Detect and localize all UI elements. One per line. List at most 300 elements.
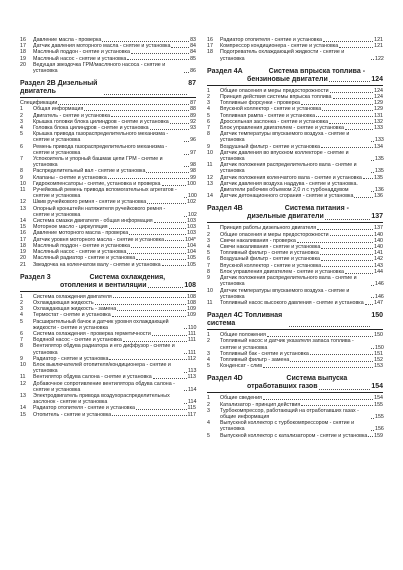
entry-title: Электродвигатель привода воздухораспределительных заслонок - снятие и установка bbox=[33, 392, 170, 406]
section-label: Раздел 4D bbox=[207, 375, 243, 383]
entry-number: 13 bbox=[20, 392, 26, 399]
entry-title: Датчик положения коленчатого вала - снятие и установка bbox=[220, 174, 362, 181]
entry-body bbox=[220, 338, 383, 350]
dot-leader bbox=[102, 41, 189, 42]
entry-number: 7 bbox=[20, 156, 23, 163]
entry-number: 5 bbox=[207, 250, 210, 257]
entry-number: 12 bbox=[20, 380, 26, 387]
entry-number: 6 bbox=[207, 256, 210, 263]
toc-entry bbox=[20, 381, 196, 393]
entry-title: Ремень привода газораспределительного механизма - снятие и установка bbox=[33, 143, 168, 156]
entry-page: 85 bbox=[190, 55, 196, 62]
entry-page: 97 bbox=[190, 149, 196, 156]
entry-title: Отопитель - снятие и установка bbox=[33, 411, 112, 418]
toc-entry bbox=[20, 319, 196, 331]
section-page: 137 bbox=[371, 213, 383, 221]
entry-body bbox=[220, 408, 383, 420]
dot-leader bbox=[136, 259, 186, 260]
entry-title: Топливная рампа - снятие и установка bbox=[220, 112, 316, 119]
entry-title: Общая информация bbox=[33, 106, 84, 113]
entry-number: 8 bbox=[207, 131, 210, 138]
entry-page: 155 bbox=[375, 413, 384, 420]
section-gap bbox=[20, 74, 196, 77]
entry-page: 102 bbox=[188, 211, 197, 218]
entry-number: 7 bbox=[20, 337, 23, 344]
dot-leader bbox=[345, 129, 373, 130]
entry-number: 10 bbox=[20, 361, 26, 368]
section-heading bbox=[207, 205, 383, 223]
entry-number: 18 bbox=[20, 242, 26, 249]
entry-title: Впускной коллектор - снятие и установка bbox=[220, 262, 322, 269]
dot-leader bbox=[371, 59, 374, 60]
entry-page: 111 bbox=[187, 330, 196, 337]
entry-page: 100 bbox=[187, 180, 196, 187]
entry-page: 103 bbox=[187, 224, 196, 231]
entry-title: Звездочка на коленчатом валу - снятие и установка bbox=[33, 261, 161, 268]
dot-leader bbox=[184, 372, 187, 373]
entry-page: 150 bbox=[374, 332, 383, 339]
entry-number: 15 bbox=[20, 224, 26, 231]
entry-page: 154 bbox=[374, 395, 383, 402]
section-gap bbox=[207, 62, 383, 65]
section-heading-line bbox=[207, 76, 383, 84]
entry-page: 144 bbox=[374, 268, 383, 275]
entry-title: Топливный насос высокого давления - снятие и установка bbox=[220, 299, 364, 306]
dot-leader bbox=[365, 304, 374, 305]
entry-page: 103 bbox=[187, 230, 196, 237]
dot-leader bbox=[129, 234, 186, 235]
entry-number: 16 bbox=[207, 37, 213, 43]
entry-title: Ведущая звездочка ГРМ/масляного насоса - снятие и установка bbox=[33, 61, 166, 75]
toc-entry bbox=[207, 162, 383, 174]
section-gap bbox=[207, 199, 383, 202]
dot-leader bbox=[321, 147, 373, 148]
section-heading-line bbox=[20, 282, 196, 290]
entry-page: 143 bbox=[374, 262, 383, 269]
entry-page: 96 bbox=[190, 137, 196, 144]
entry-number: 1 bbox=[20, 106, 23, 113]
section-subtitle: дизельные двигатели bbox=[247, 213, 324, 221]
dot-leader bbox=[267, 336, 373, 337]
entry-page: 110 bbox=[188, 324, 197, 331]
entry-number: 9 bbox=[207, 143, 210, 150]
entry-number: 6 bbox=[207, 118, 210, 125]
dot-leader bbox=[184, 154, 189, 155]
entry-number: 3 bbox=[20, 118, 23, 125]
entry-number: 2 bbox=[207, 401, 210, 408]
entry-number: 14 bbox=[20, 405, 26, 412]
section-heading bbox=[20, 274, 196, 292]
entry-page: 159 bbox=[374, 432, 383, 439]
entry-body bbox=[220, 193, 383, 199]
section-heading-line bbox=[20, 80, 196, 96]
entry-number: 18 bbox=[207, 49, 213, 56]
entry-page: 153 bbox=[374, 363, 383, 370]
entry-page: 112 bbox=[187, 355, 196, 362]
entry-number: 9 bbox=[207, 275, 210, 282]
entry-body bbox=[220, 131, 383, 143]
entry-title: Топливные форсунки - проверка bbox=[220, 100, 300, 107]
entry-title: Дроссельная заслонка - снятие и установка bbox=[220, 118, 329, 125]
entry-page: 114 bbox=[188, 386, 197, 393]
entry-title: Датчик положения распределительного вала - снятие и установка bbox=[220, 275, 357, 288]
dot-leader bbox=[123, 341, 187, 342]
entry-page: 109 bbox=[187, 306, 196, 313]
toc-entry bbox=[207, 338, 383, 350]
section-subtitle: отопления и вентиляции bbox=[60, 281, 147, 289]
entry-title: Система охлаждения двигателя bbox=[33, 293, 112, 300]
entry-title: Топливный фильтр - замена bbox=[220, 356, 290, 363]
section-heading-line bbox=[207, 213, 383, 221]
dot-leader bbox=[345, 273, 373, 274]
entry-title: Давление масла - проверка bbox=[33, 37, 102, 43]
dot-leader bbox=[162, 185, 187, 186]
entry-page: 103 bbox=[187, 218, 196, 225]
toc-entry bbox=[207, 131, 383, 143]
entry-page: 105 bbox=[187, 261, 196, 268]
entry-page: 124 bbox=[374, 87, 383, 94]
dot-leader bbox=[297, 242, 373, 243]
dot-leader bbox=[371, 297, 374, 298]
section-page: 154 bbox=[371, 383, 383, 391]
entry-title: Термостат - снятие и установка bbox=[33, 312, 111, 319]
entry-number: 2 bbox=[20, 299, 23, 306]
entry-number: 4 bbox=[207, 420, 210, 427]
dot-leader bbox=[263, 367, 373, 368]
entry-number: 13 bbox=[207, 180, 213, 187]
toc-entry bbox=[20, 262, 196, 268]
entry-number: 2 bbox=[207, 94, 210, 101]
entry-title: Общие опасения и меры предосторожности bbox=[220, 231, 329, 238]
dot-leader bbox=[371, 172, 374, 173]
toc-entry bbox=[207, 300, 383, 306]
entry-title: Общие опасения и меры предосторожности bbox=[220, 87, 329, 94]
toc-entry bbox=[207, 150, 383, 162]
entry-body bbox=[220, 433, 383, 439]
dot-leader bbox=[290, 361, 373, 362]
entry-title: Давление моторного масла - проверка bbox=[33, 230, 129, 237]
entry-page: 151 bbox=[374, 350, 383, 357]
entry-title: Двигатель - снятие и установка bbox=[33, 112, 110, 119]
entry-page: 152 bbox=[374, 356, 383, 363]
dot-leader bbox=[371, 160, 374, 161]
section-heading-line bbox=[20, 274, 196, 282]
toc-entry bbox=[207, 420, 383, 432]
entry-page: 99 bbox=[190, 174, 196, 181]
entry-page: 89 bbox=[190, 112, 196, 119]
entry-page: 88 bbox=[190, 106, 196, 113]
entry-number: 6 bbox=[20, 330, 23, 337]
entry-title: Спецификации bbox=[20, 100, 58, 107]
entry-number: 1 bbox=[207, 332, 210, 339]
dot-leader bbox=[109, 359, 186, 360]
dot-leader bbox=[148, 282, 184, 289]
entry-title: Датчик давления моторного масла - снятие и установка bbox=[33, 43, 171, 50]
entry-number: 20 bbox=[20, 255, 26, 262]
dot-leader bbox=[301, 405, 373, 406]
dot-leader bbox=[111, 116, 189, 117]
entry-number: 16 bbox=[20, 230, 26, 237]
entry-title: Головка блока цилиндров - снятие и установка bbox=[33, 125, 149, 132]
section-label: Раздел 3 bbox=[20, 273, 51, 281]
dot-leader bbox=[329, 123, 373, 124]
dot-leader bbox=[131, 53, 189, 54]
entry-page: 155 bbox=[374, 401, 383, 408]
dot-leader bbox=[131, 247, 186, 248]
dot-leader bbox=[289, 312, 370, 327]
toc-entry bbox=[20, 144, 196, 156]
entry-page: 113 bbox=[187, 374, 196, 381]
entry-title: Система смазки двигателя - общая информация bbox=[33, 218, 153, 225]
entry-number: 5 bbox=[207, 363, 210, 370]
section-subtitle: Система выпуска bbox=[286, 375, 348, 383]
dot-leader bbox=[301, 104, 373, 105]
entry-title: Топливный фильтр - снятие и установка bbox=[220, 250, 319, 257]
entry-page: 113 bbox=[188, 368, 197, 375]
entry-page: 135 bbox=[375, 156, 384, 163]
entry-body bbox=[33, 381, 196, 393]
entry-number: 4 bbox=[20, 125, 23, 132]
entry-body bbox=[33, 206, 196, 218]
entry-page: 129 bbox=[374, 100, 383, 107]
dot-leader bbox=[153, 378, 187, 379]
section-subtitle: Система питания - bbox=[284, 205, 349, 213]
entry-page: 142 bbox=[374, 256, 383, 263]
dot-leader bbox=[95, 304, 186, 305]
entry-title: Блок управления двигателем - снятие и установка bbox=[220, 125, 344, 132]
entry-body bbox=[220, 420, 383, 432]
dot-leader bbox=[165, 240, 184, 241]
entry-number: 3 bbox=[20, 306, 23, 313]
entry-title: Свечи накаливания - проверка bbox=[220, 237, 296, 244]
entry-number: 4 bbox=[207, 244, 210, 251]
entry-page: 102 bbox=[187, 199, 196, 206]
dot-leader bbox=[333, 98, 374, 99]
entry-number: 2 bbox=[207, 338, 210, 345]
entry-title: Охлаждающая жидкость - замена bbox=[33, 306, 117, 313]
entry-number: 3 bbox=[207, 100, 210, 107]
entry-number: 9 bbox=[20, 355, 23, 362]
entry-title: Катализатор - принцип действия bbox=[220, 401, 301, 408]
entry-page: 135 bbox=[375, 168, 384, 175]
entry-page: 114 bbox=[188, 399, 197, 406]
dot-leader bbox=[321, 260, 373, 261]
dot-leader bbox=[117, 310, 186, 311]
entry-title: Датчик уровня моторного масла - снятие и установка bbox=[33, 236, 165, 243]
entry-page: 92 bbox=[190, 118, 196, 125]
toc-entry bbox=[20, 62, 196, 74]
dot-leader bbox=[184, 403, 187, 404]
dot-leader bbox=[321, 248, 373, 249]
entry-title: Радиатор отопителя - снятие и установка bbox=[33, 405, 135, 412]
entry-page: 140 bbox=[374, 231, 383, 238]
toc-entry bbox=[207, 181, 383, 193]
entry-body bbox=[33, 262, 196, 268]
entry-number: 12 bbox=[207, 174, 213, 181]
section-heading-line bbox=[207, 312, 383, 328]
entry-number: 4 bbox=[20, 312, 23, 319]
entry-body bbox=[33, 144, 196, 156]
dot-leader bbox=[150, 129, 189, 130]
section-subtitle: Система впрыска топлива - bbox=[268, 67, 366, 75]
entry-title: Топливный насос и датчик указателя запаса топлива - снятие и установка bbox=[220, 338, 354, 351]
entry-title: Датчик давления воздуха наддува - снятие и установка. Двигатели рабочим объемом 2,0 л с турбонаддувом bbox=[220, 180, 358, 194]
entry-number: 8 bbox=[20, 168, 23, 175]
entry-page: 100 bbox=[188, 193, 197, 200]
dot-leader bbox=[184, 390, 187, 391]
entry-number: 10 bbox=[207, 287, 213, 294]
section-gap bbox=[207, 369, 383, 372]
entry-body bbox=[33, 131, 196, 143]
entry-title: Масляный насос - снятие и установка bbox=[33, 249, 127, 256]
entry-title: Водяной насос - снятие и установка bbox=[33, 337, 122, 344]
entry-title: Выпускной коллектор с катализатором - снятие и установка bbox=[220, 432, 368, 439]
entry-body bbox=[220, 275, 383, 287]
section-label: Раздел 4С Топливная система bbox=[207, 312, 283, 328]
toc-entry bbox=[207, 49, 383, 61]
entry-body bbox=[33, 362, 196, 374]
entry-page: 98 bbox=[190, 168, 196, 175]
entry-number: 4 bbox=[207, 106, 210, 113]
dot-leader bbox=[146, 172, 189, 173]
section-heading-line bbox=[207, 205, 383, 213]
entry-title: Общие положения bbox=[220, 332, 266, 339]
dot-leader bbox=[112, 415, 186, 416]
entry-number: 12 bbox=[20, 199, 26, 206]
entry-page: 115 bbox=[187, 405, 196, 412]
entry-number: 14 bbox=[20, 218, 26, 225]
dot-leader bbox=[363, 178, 373, 179]
entry-body bbox=[33, 393, 196, 405]
entry-page: 84 bbox=[190, 43, 196, 50]
dot-leader bbox=[329, 76, 371, 83]
section-gap bbox=[207, 306, 383, 309]
dot-leader bbox=[154, 222, 186, 223]
section-heading-line bbox=[207, 68, 383, 76]
entry-page: 141 bbox=[374, 250, 383, 257]
entry-number: 5 bbox=[207, 112, 210, 119]
entry-title: Крышка привода газораспределительного механизма - снятие и установка bbox=[33, 131, 169, 144]
dot-leader bbox=[162, 265, 187, 266]
dot-leader bbox=[371, 191, 374, 192]
entry-number: 1 bbox=[207, 395, 210, 402]
entry-number: 2 bbox=[207, 231, 210, 238]
dot-leader bbox=[184, 216, 187, 217]
entry-number: 4 bbox=[207, 356, 210, 363]
dot-leader bbox=[127, 59, 189, 60]
entry-title: Клапаны - снятие и установка bbox=[33, 174, 107, 181]
entry-page: 108 bbox=[187, 299, 196, 306]
dot-leader bbox=[263, 399, 373, 400]
entry-number: 19 bbox=[20, 249, 26, 256]
dot-leader bbox=[322, 266, 373, 267]
entry-number: 11 bbox=[207, 162, 213, 169]
entry-title: Успокоитель и упорный башмак цепи ГРМ - снятие и установка bbox=[33, 156, 163, 169]
entry-title: Подогреватель охлаждающей жидкости - снятие и установка bbox=[220, 49, 345, 62]
entry-number: 5 bbox=[20, 131, 23, 138]
entry-number: 9 bbox=[20, 174, 23, 181]
entry-page: 146 bbox=[375, 281, 384, 288]
entry-page: 83 bbox=[190, 37, 196, 43]
entry-body bbox=[220, 162, 383, 174]
entry-body bbox=[220, 181, 383, 193]
entry-title: Расширительный бачок и датчик уровня охлаждающей жидкости - снятие и установка bbox=[33, 318, 169, 331]
entry-body bbox=[220, 49, 383, 61]
section-heading bbox=[207, 312, 383, 330]
entry-number: 20 bbox=[20, 61, 26, 68]
dot-leader bbox=[127, 253, 186, 254]
entry-title: Гидрокомпенсаторы - снятие, установка и проверка bbox=[33, 180, 161, 187]
entry-page: 131 bbox=[374, 112, 383, 119]
dot-leader bbox=[184, 141, 189, 142]
entry-page: 104* bbox=[185, 236, 196, 243]
entry-title: Моторное масло - циркуляция bbox=[33, 224, 108, 231]
entry-number: 10 bbox=[207, 149, 213, 156]
entry-number: 11 bbox=[20, 187, 26, 194]
entry-page: 98 bbox=[190, 162, 196, 169]
entry-number: 19 bbox=[20, 55, 26, 62]
dot-leader bbox=[108, 178, 189, 179]
entry-number: 5 bbox=[20, 318, 23, 325]
dot-leader bbox=[330, 235, 374, 236]
entry-number: 17 bbox=[20, 236, 26, 243]
dot-leader bbox=[184, 328, 187, 329]
entry-title: Конденсат - слив bbox=[220, 363, 263, 370]
entry-title: Охлаждающая жидкость bbox=[33, 299, 94, 306]
dot-leader bbox=[371, 348, 374, 349]
toc-entry bbox=[20, 393, 196, 405]
entry-page: 156 bbox=[375, 426, 384, 433]
dot-leader bbox=[184, 197, 187, 198]
entry-page: 140 bbox=[374, 244, 383, 251]
toc-entry bbox=[20, 156, 196, 168]
entry-number: 13 bbox=[20, 205, 26, 212]
entry-page: 140 bbox=[374, 237, 383, 244]
entry-title: Датчик давления во впускном коллекторе - снятие и установка bbox=[220, 149, 349, 163]
entry-body bbox=[33, 319, 196, 331]
entry-number: 8 bbox=[20, 343, 23, 350]
entry-page: 108 bbox=[187, 293, 196, 300]
entry-page: 111 bbox=[187, 337, 196, 344]
entry-number: 16 bbox=[20, 37, 26, 43]
entry-title: Впускной коллектор - снятие и установка bbox=[220, 106, 322, 113]
entry-number: 17 bbox=[20, 43, 26, 50]
entry-number: 11 bbox=[20, 374, 26, 381]
entry-page: 84 bbox=[190, 49, 196, 56]
entry-page: 133 bbox=[375, 137, 384, 144]
entry-title: Принцип действия системы впрыска топлива bbox=[220, 94, 332, 101]
entry-title: Вентилятор обдува радиатора и его диффузор - снятие и установка bbox=[33, 343, 175, 356]
entry-title: Распределительный вал - снятие и установка bbox=[33, 168, 146, 175]
entry-title: Масляный поддон - снятие и установка bbox=[33, 242, 130, 249]
dot-leader bbox=[325, 213, 371, 220]
entry-body bbox=[33, 187, 196, 199]
dot-leader bbox=[354, 197, 373, 198]
entry-body bbox=[220, 288, 383, 300]
entry-title: Воздушный фильтр - снятие и установка bbox=[220, 256, 321, 263]
entry-title: Масляный поддон - снятие и установка bbox=[33, 49, 130, 56]
entry-title: Добавочное сопротивление вентилятора обдува салона - снятие и установка bbox=[33, 380, 175, 393]
dot-leader bbox=[330, 92, 374, 93]
entry-body bbox=[33, 156, 196, 168]
toc-entry bbox=[207, 288, 383, 300]
entry-number: 3 bbox=[207, 350, 210, 357]
entry-number: 1 bbox=[20, 293, 23, 300]
entry-title: Вентилятор обдува салона - снятие и установка bbox=[33, 374, 152, 381]
toc-entry bbox=[207, 193, 383, 199]
dot-leader bbox=[371, 430, 374, 431]
section-gap bbox=[20, 268, 196, 271]
